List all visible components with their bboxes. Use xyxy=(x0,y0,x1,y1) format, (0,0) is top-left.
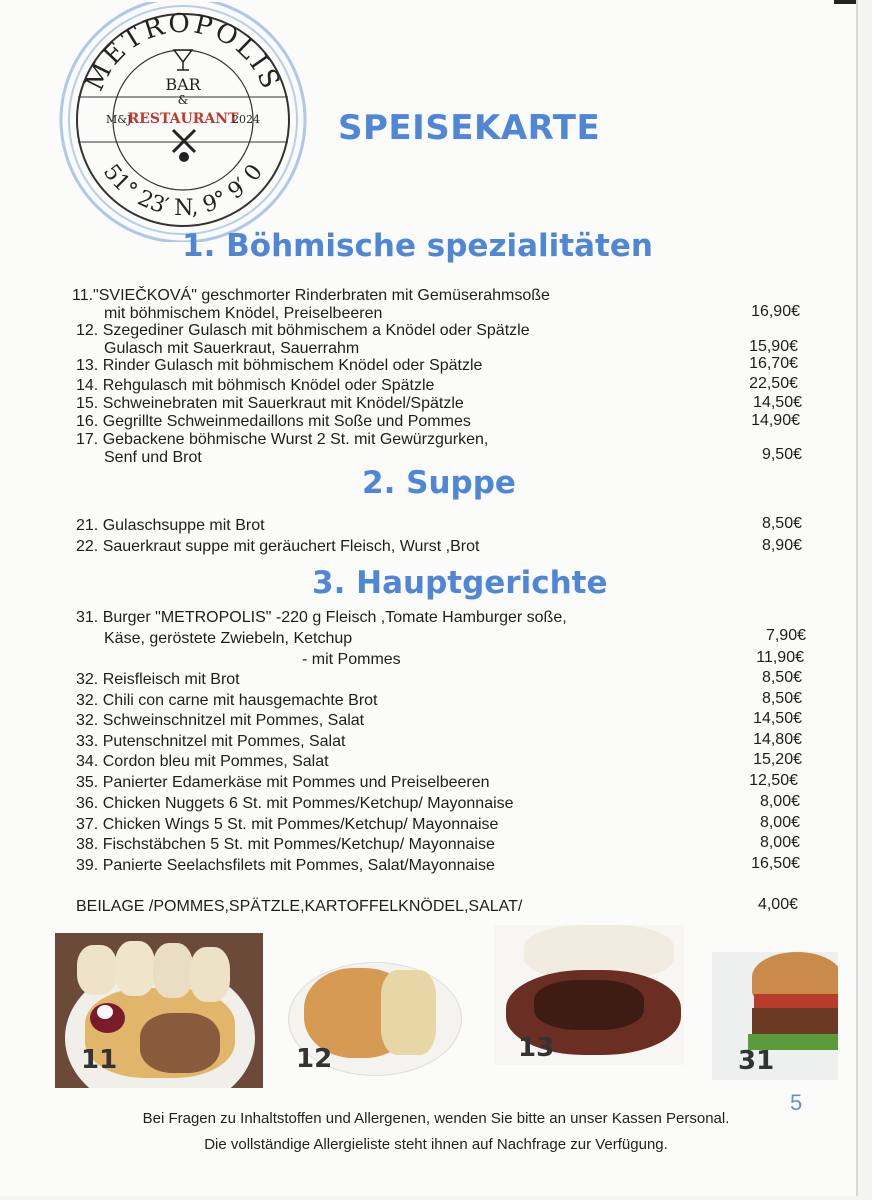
menu-item-line: 12. Szegediner Gulasch mit böhmischem a Knödel oder Spätzle xyxy=(76,322,530,339)
menu-item-line: 34. Cordon bleu mit Pommes, Salat xyxy=(76,753,329,770)
page-number: 5 xyxy=(790,1090,803,1115)
scan-corner-mark xyxy=(834,0,856,4)
menu-item-price: 8,50€ xyxy=(761,690,802,707)
menu-item-line: 37. Chicken Wings 5 St. mit Pommes/Ketchup/ Mayonnaise xyxy=(76,816,499,833)
menu-item-price: 16,90€ xyxy=(751,303,800,320)
menu-item-price: 14,80€ xyxy=(753,731,802,748)
menu-item-price: 9,50€ xyxy=(761,446,802,463)
menu-item-line: Gulasch mit Sauerkraut, Sauerrahm xyxy=(104,340,360,357)
cutlery-icon xyxy=(173,130,195,162)
menu-item-line: 17. Gebackene böhmische Wurst 2 St. mit Gewürzgurken, xyxy=(76,431,489,448)
allergen-notice-line1: Bei Fragen zu Inhaltstoffen und Allergenen, wenden Sie bitte an unser Kassen Personal. xyxy=(142,1110,730,1127)
section-heading-main: 3. Hauptgerichte xyxy=(312,565,608,601)
menu-item-price: 16,50€ xyxy=(751,855,800,872)
menu-item-line: 22. Sauerkraut suppe mit geräuchert Fleisch, Wurst ,Brot xyxy=(76,538,480,555)
menu-item-price: 15,20€ xyxy=(753,751,802,768)
menu-item-line: 31. Burger "METROPOLIS" -220 g Fleisch ,Tomate Hamburger soße, xyxy=(76,609,567,626)
stamp-graphic xyxy=(48,2,318,242)
menu-item-price: 14,50€ xyxy=(753,710,802,727)
menu-item-price: 14,50€ xyxy=(753,394,802,411)
menu-item-line: Käse, geröstete Zwiebeln, Ketchup xyxy=(104,630,353,647)
allergen-notice-line2: Die vollständige Allergieliste steht ihnen auf Nachfrage zur Verfügung. xyxy=(204,1136,668,1153)
menu-item-price: 14,90€ xyxy=(751,412,800,429)
cocktail-glass-icon xyxy=(174,50,192,70)
stamp-year: 2024 xyxy=(232,113,260,126)
menu-item-price: 4,00€ xyxy=(757,896,798,913)
menu-item-price: 8,00€ xyxy=(759,834,800,851)
restaurant-stamp-logo xyxy=(48,2,318,242)
menu-item-line: 33. Putenschnitzel mit Pommes, Salat xyxy=(76,733,346,750)
menu-item-price: 12,50€ xyxy=(749,772,798,789)
menu-item-line: 32. Reisfleisch mit Brot xyxy=(76,671,240,688)
section-heading-bohemian: 1. Böhmische spezialitäten xyxy=(182,228,653,264)
menu-item-price: 8,50€ xyxy=(761,669,802,686)
menu-item-line: 16. Gegrillte Schweinmedaillons mit Soße und Pommes xyxy=(76,413,471,430)
photo-number-13: 13 xyxy=(518,1033,555,1063)
menu-item-line: BEILAGE /POMMES,SPÄTZLE,KARTOFFELKNÖDEL,SALAT/ xyxy=(76,898,523,915)
dish-photo-31 xyxy=(712,952,838,1080)
menu-item-price: 7,90€ xyxy=(765,627,806,644)
menu-item-line: 35. Panierter Edamerkäse mit Pommes und Preiselbeeren xyxy=(76,774,490,791)
menu-item-line: 32. Chili con carne mit hausgemachte Brot xyxy=(76,692,378,709)
menu-item-price: 15,90€ xyxy=(749,338,798,355)
menu-item-line: - mit Pommes xyxy=(302,651,401,668)
dish-photo-13 xyxy=(494,925,684,1065)
photo-number-12: 12 xyxy=(296,1044,333,1074)
menu-item-line: mit böhmischem Knödel, Preiselbeeren xyxy=(104,305,383,322)
stamp-bar: BAR xyxy=(165,75,201,94)
menu-item-price: 8,90€ xyxy=(761,537,802,554)
menu-item-line: 39. Panierte Seelachsfilets mit Pommes, Salat/Mayonnaise xyxy=(76,857,495,874)
menu-item-price: 16,70€ xyxy=(749,355,798,372)
stamp-amp: & xyxy=(177,93,189,107)
section-heading-soup: 2. Suppe xyxy=(362,465,516,501)
menu-item-line: 15. Schweinebraten mit Sauerkraut mit Knödel/Spätzle xyxy=(76,395,464,412)
menu-item-price: 8,00€ xyxy=(759,793,800,810)
stamp-name-arc: METROPOLIS xyxy=(79,8,287,96)
menu-item-line: 21. Gulaschsuppe mit Brot xyxy=(76,517,265,534)
photo-number-31: 31 xyxy=(738,1046,775,1076)
menu-item-line: 36. Chicken Nuggets 6 St. mit Pommes/Ketchup/ Mayonnaise xyxy=(76,795,514,812)
dish-photo-11 xyxy=(55,933,263,1088)
menu-item-price: 8,50€ xyxy=(761,515,802,532)
menu-item-line: 11."SVIEČKOVÁ" geschmorter Rinderbraten mit Gemüserahmsoße xyxy=(72,287,550,304)
stamp-coords-arc: 51° 23′ N, 9° 9′ 0 xyxy=(98,160,268,221)
stamp-initials: M&J xyxy=(106,113,132,126)
page-title: SPEISEKARTE xyxy=(338,108,601,148)
stamp-restaurant: RESTAURANT xyxy=(127,111,239,127)
menu-item-line: 13. Rinder Gulasch mit böhmischem Knödel oder Spätzle xyxy=(76,357,483,374)
menu-item-line: 14. Rehgulasch mit böhmisch Knödel oder Spätzle xyxy=(76,377,435,394)
menu-item-price: 11,90€ xyxy=(756,649,804,666)
menu-item-line: Senf und Brot xyxy=(104,449,202,466)
menu-item-line: 32. Schweinschnitzel mit Pommes, Salat xyxy=(76,712,365,729)
menu-item-price: 22,50€ xyxy=(749,375,798,392)
photo-number-11: 11 xyxy=(81,1045,118,1075)
menu-item-price: 8,00€ xyxy=(759,814,800,831)
menu-item-line: 38. Fischstäbchen 5 St. mit Pommes/Ketchup/ Mayonnaise xyxy=(76,836,495,853)
dish-photo-12 xyxy=(286,960,466,1078)
